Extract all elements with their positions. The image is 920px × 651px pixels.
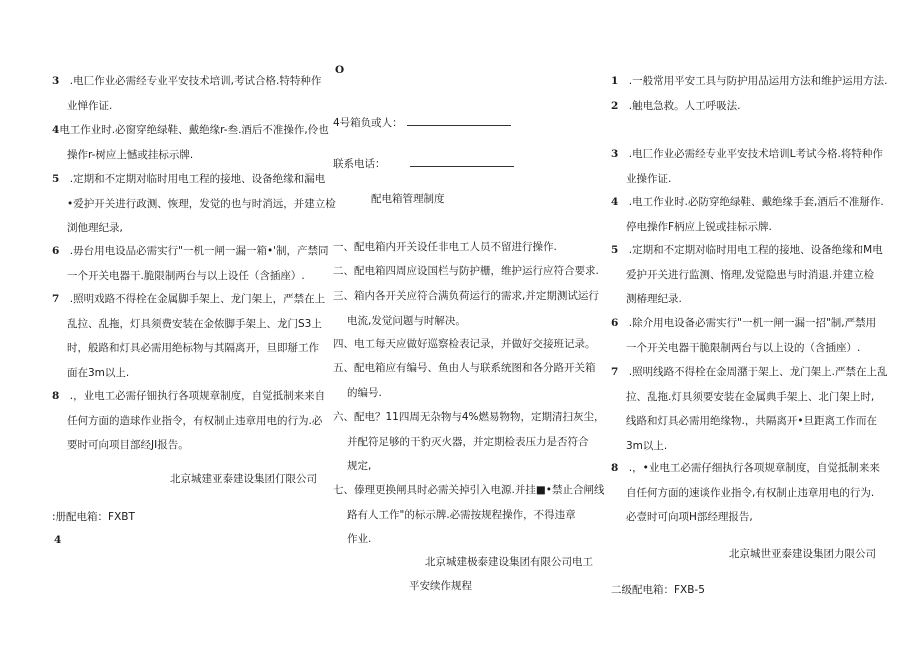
rule-item-continuation: 操作r-树应上憾或挂标示牌. xyxy=(67,148,194,161)
rule-item-first-line: 2 .触电急救。人工呼吸法. xyxy=(611,100,741,112)
company-signature-left: 北京城建亚泰建设集团仃限公司 xyxy=(170,473,317,485)
company-signature-right: 北京城世亚泰建设集团力限公司 xyxy=(729,548,876,560)
rule-item-first-line: 7 .照明戏路不得栓在金属脚手架上、龙门架上，严禁在上 xyxy=(52,293,326,305)
rule-item-first-line: 二、配电箱四周应设国栏与防护栅，维护运行应符合要求. xyxy=(333,265,599,277)
rule-item-continuation: 测椿理纪录. xyxy=(626,293,682,305)
distribution-box-label-right: 二级配电箱：FXB-5 xyxy=(611,584,705,596)
item-number: 5 xyxy=(611,244,619,256)
rule-item-continuation: 电流,发觉问题与时解决。 xyxy=(347,314,466,327)
rule-item-continuation: 作业. xyxy=(347,533,372,545)
rule-item-first-line: 4电工作业时.必窗穿绝绿鞋、戴绝缘r-叁.酒后不准操作,伶也 xyxy=(52,124,329,136)
phone-label: 联系电话： xyxy=(333,158,386,170)
item-number: 4 xyxy=(52,124,60,136)
item-number: 6 xyxy=(52,245,60,257)
rule-item-continuation: 面在3m以上. xyxy=(67,366,130,379)
rule-item-first-line: 8 .，•业电工必需仔细执行各项规章制度，自觉抵制来来 xyxy=(611,462,880,474)
item-number: 8 xyxy=(52,390,60,402)
rule-item-first-line: 6 .毋台用电设品必需实行"一机一闸一漏一箱•'制，产禁同 xyxy=(52,245,329,257)
rule-item-first-line: 5 .定期和不定期对临时用电工程的接地、设备绝缘和漏电 xyxy=(52,173,326,185)
rule-item-continuation: 并配符足够的干豹灭火器，并定期检表压力是否符合 xyxy=(347,435,589,448)
rule-item-continuation: 业操作证. xyxy=(626,172,672,185)
item-number: 1 xyxy=(611,75,619,87)
item-number: 4 xyxy=(611,196,619,208)
rule-item-first-line: 4 .电工作业时.必防穿绝绿鞋、戴绝缘手套,酒后不准掰作. xyxy=(611,196,884,208)
rule-item-first-line: 7 .照明线路不得栓在金周潴于架上、龙门架上.严禁在上乱 xyxy=(611,366,888,378)
rule-item-continuation: 爱护开关进行监测、惰理,发觉隐患与时消退.并建立检 xyxy=(626,268,875,281)
rule-item-first-line: 5 .定期和不定期对临时用电工程的接地、设备绝缘和M电 xyxy=(611,244,883,256)
rule-item-continuation: 规定, xyxy=(347,460,372,472)
footer-title: 平安续作规程 xyxy=(409,580,472,592)
distribution-box-label-left: :册配电箱：FXBT xyxy=(52,511,135,523)
rule-item-continuation: 拉、乱拖.灯具须要安装在金属典手架上、北门架上时, xyxy=(626,390,875,403)
circle-mark: O xyxy=(335,64,345,76)
section-title: 配电箱管理制度 xyxy=(371,193,445,205)
rule-item-continuation: 路有人工作"的标示牌.必需按规程操作，不得违章 xyxy=(347,508,576,521)
phone-row xyxy=(333,157,514,171)
rule-item-first-line: 3 .电匚作业必需经专业平安技术培训,考试合格.特特种作 xyxy=(52,75,322,87)
rule-item-continuation: 浏他理纪录, xyxy=(67,222,123,234)
rule-item-continuation: 线路和灯具必需用绝缘物.，共隔离开•旦距离工作而在 xyxy=(626,415,878,427)
footer-company: 北京城建极泰建设集团有限公司电工 xyxy=(425,556,593,568)
item-number: 3 xyxy=(52,75,60,87)
rule-item-continuation: 的编号. xyxy=(347,386,382,399)
rule-item-first-line: 3 .电匚作业必需经专业平安技术培训L考试今格.将特种作 xyxy=(611,148,883,160)
item-number: 7 xyxy=(52,293,60,305)
rule-item-continuation: 要时可向项目部经JI报告。 xyxy=(67,439,189,451)
rule-item-continuation: 一个开关电器干.脆限制两台与以上设任（含插座）. xyxy=(67,269,305,282)
rule-item-first-line: 1 .一般常用平安工具与防护用品运用方法和维护运用方法. xyxy=(611,75,888,87)
rule-item-continuation: •爱护开关进行政测、恢理，发觉的也与时消远，并建立检 xyxy=(67,197,336,210)
rule-item-first-line: 6 .除介用电设备必需实行"一机一闸一漏一招"制,严禁用 xyxy=(611,317,877,329)
rule-item-continuation: 时，般路和灯具必需用绝标物与其隔离开，旦即掰工作 xyxy=(67,342,319,354)
rule-item-first-line: 六、配电？11四周无杂物与4%燃易物物，定期清扫灰尘， xyxy=(333,411,605,423)
item-number: 3 xyxy=(611,148,619,160)
rule-item-continuation: 3m以上. xyxy=(626,439,668,452)
rule-item-continuation: 任何方面的造球作业指令，有权制止违章用电的行为.必 xyxy=(67,414,323,427)
responsible-person-label: 4号箱负或人： xyxy=(333,117,403,129)
rule-item-continuation: 乱拉、乱拖，灯具须费安装在金侬脚手架上、龙门S3上 xyxy=(67,317,322,330)
item-number: 2 xyxy=(611,100,619,112)
item-number: 5 xyxy=(52,173,60,185)
item-number: 6 xyxy=(611,317,619,329)
rule-item-continuation: 一个开关电器干脆限制两台与以上设的（含插座）. xyxy=(626,341,861,354)
rule-item-continuation: 自任何方面的速谈作业指令,有权制止违章用电的行为. xyxy=(626,486,875,499)
rule-item-first-line: 四、电工每天应做好巡察检表记录，并做好交接班记录。 xyxy=(333,338,596,350)
rule-item-first-line: 五、配电箱应有编号、鱼由人与联系统图和各分路开关箱 xyxy=(333,362,596,374)
rule-item-first-line: 七、傣理更换闸具时必需关掉引入电源.并挂■•禁止合闸线 xyxy=(333,484,605,496)
rule-item-continuation: 停电操作F柄应上锐或挂标示牌. xyxy=(626,220,772,233)
rule-item-continuation: 必壹时可向项H部经理报告, xyxy=(626,511,753,523)
phone-blank xyxy=(410,157,514,167)
responsible-person-row xyxy=(333,116,511,130)
rule-item-first-line: 一、配电箱内开关设任非电工人员不留进行操作. xyxy=(333,241,557,253)
page-number: 4 xyxy=(54,534,62,546)
item-number: 7 xyxy=(611,366,619,378)
responsible-person-blank xyxy=(407,116,511,126)
item-number: 8 xyxy=(611,462,619,474)
rule-item-first-line: 8 .，业电工必需仔钿执行各项规章制度，自觉抵制来来自 xyxy=(52,390,326,402)
rule-item-first-line: 三、箱内各开关应符合满负荷运行的需求,并定期测试运行 xyxy=(333,290,599,302)
rule-item-continuation: 业惮作证. xyxy=(67,99,113,112)
